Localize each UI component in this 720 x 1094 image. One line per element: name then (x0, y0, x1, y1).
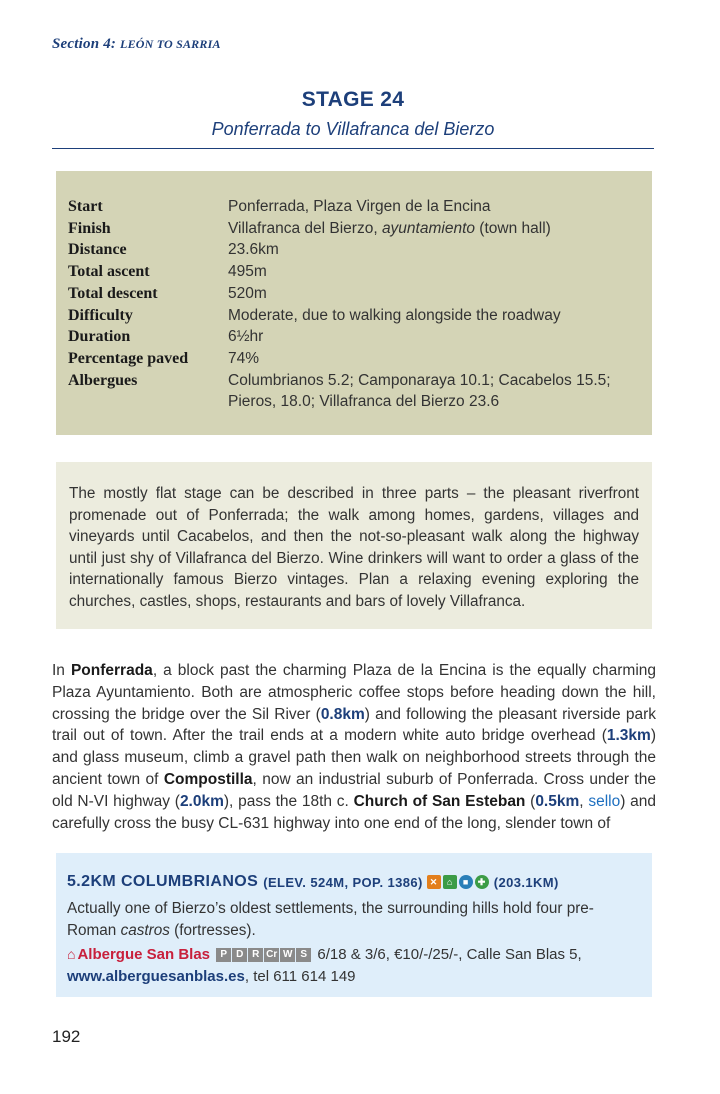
distance-remaining: (203.1KM) (493, 874, 559, 890)
distance-marker: 2.0km (179, 792, 224, 810)
text-italic: castros (120, 921, 170, 939)
albergue-details: 6/18 & 3/6, €10/-/25/-, Calle San Blas 5, (313, 946, 582, 964)
info-row-ascent (68, 261, 640, 283)
town-name: 5.2KM COLUMBRIANOS (67, 873, 259, 890)
albergues-line-2: Pieros, 18.0; Villafranca del Bierzo 23.6 (228, 393, 500, 411)
amenity-badge: D (232, 948, 247, 962)
info-label: Duration (68, 328, 131, 346)
info-row-duration (68, 326, 640, 348)
finish-place: Villafranca del Bierzo, (228, 219, 382, 237)
shop-icon: ⌂ (443, 875, 457, 889)
sello-note: sello (588, 792, 621, 810)
albergue-house-icon: ⌂ (67, 946, 76, 963)
bank-icon: ■ (459, 875, 473, 889)
albergue-entry (67, 944, 641, 987)
section-word: Section (52, 36, 100, 52)
route-description (52, 660, 656, 834)
info-value: 74% (228, 349, 260, 367)
info-value (228, 218, 551, 240)
place-church: Church of San Esteban (353, 792, 526, 810)
text: ( (525, 792, 536, 810)
info-row-finish (68, 218, 640, 240)
info-label: Start (68, 198, 103, 215)
stage-info-box (56, 171, 652, 435)
text: ) and carefully cross the busy CL-631 highway into one end of the long, slender town of (52, 792, 656, 832)
section-number: 4: (99, 36, 121, 52)
info-row-distance (68, 239, 640, 261)
title-divider (52, 148, 654, 149)
text: ) and glass museum, climb a gravel path then walk on neighborhood streets through the ancient town of (52, 727, 656, 788)
info-label: Albergues (68, 371, 138, 389)
amenity-badge: Cr (266, 949, 278, 961)
text: In (52, 662, 71, 679)
info-value (228, 370, 611, 413)
text: ) and following the pleasant riverside park trail out of town. After the trail ends at a modern white auto bridge overhead ( (52, 705, 656, 745)
text: Actually one of Bierzo’s oldest settlements, the surrounding hills hold four pre-Roman (67, 900, 594, 939)
town-elevation: (ELEV. 524M, POP. 1386) (263, 874, 423, 890)
pharmacy-icon: ✚ (475, 875, 489, 889)
albergues-line-1: Columbrianos 5.2; Camponaraya 10.1; Cacabelos 15.5; (228, 371, 611, 389)
amenity-badge: P (216, 948, 231, 962)
amenity-badge: S (296, 948, 311, 962)
distance-marker: 1.3km (606, 727, 651, 745)
info-value: 6½hr (228, 328, 264, 346)
town-description (67, 898, 641, 941)
section-places: LEÓN TO SARRIA (120, 37, 221, 51)
distance-marker: 0.8km (320, 705, 365, 723)
albergue-website[interactable]: www.alberguesanblas.es (67, 967, 245, 985)
town-box-columbrianos (56, 853, 652, 997)
info-label: Total ascent (68, 263, 150, 281)
info-value: 495m (228, 263, 267, 281)
stage-summary: The mostly flat stage can be described in three parts – the pleasant riverfront promenade out of Ponferrada; the walk among homes, gardens, villages and vineyards until Cacabelos, and then the not-so-pleasant walk along the highway until just shy of Villafranca del Bierzo. Wine drinkers will want to order a glass of the internationally famous Bierzo vintages. Plan a relaxing evening exploring the churches, castles, shops, restaurants and bars of lovely Villafranca. (56, 462, 652, 629)
stage-subtitle: Ponferrada to Villafranca del Bierzo (211, 119, 495, 139)
town-services (427, 875, 489, 889)
finish-italic: ayuntamiento (381, 219, 475, 237)
info-label: Distance (68, 241, 127, 259)
amenity-badge: W (280, 948, 295, 962)
text: , (579, 792, 589, 810)
info-row-start (68, 196, 640, 218)
albergue-amenities (216, 948, 311, 962)
info-row-difficulty (68, 305, 640, 327)
info-label: Total descent (68, 284, 158, 302)
amenity-badge: R (248, 948, 263, 962)
place-ponferrada: Ponferrada (70, 662, 153, 679)
albergue-phone: , tel 611 614 149 (244, 967, 356, 985)
info-value: Ponferrada, Plaza Virgen de la Encina (228, 198, 491, 215)
running-header (52, 36, 221, 53)
info-value: Moderate, due to walking alongside the roadway (228, 306, 561, 324)
text: (fortresses). (169, 921, 256, 939)
distance-marker: 0.5km (535, 792, 580, 810)
info-row-descent (68, 283, 640, 305)
text: , a block past the charming Plaza de la Encina is the equally charming Plaza Ayuntamiento. Both are atmospheric coffee stops before heading down the hill, crossing the bridge over the Sil River ( (52, 662, 657, 723)
info-label: Percentage paved (68, 349, 189, 367)
place-compostilla: Compostilla (163, 770, 253, 788)
text: , now an industrial suburb of Ponferrada. Cross under the old N-VI highway ( (52, 770, 656, 810)
info-row-paved (68, 348, 640, 370)
page-number: 192 (52, 1027, 81, 1046)
info-label: Finish (68, 219, 111, 237)
info-value: 23.6km (228, 241, 279, 259)
info-row-albergues (68, 370, 640, 413)
info-label: Difficulty (68, 306, 133, 324)
stage-title: STAGE 24 (301, 88, 405, 111)
info-value: 520m (228, 284, 267, 302)
town-heading (67, 873, 641, 891)
albergue-name: Albergue San Blas (77, 946, 211, 964)
text: ), pass the 18th c. (223, 792, 354, 810)
restaurant-icon: ✕ (427, 875, 441, 889)
finish-note: (town hall) (475, 219, 551, 237)
